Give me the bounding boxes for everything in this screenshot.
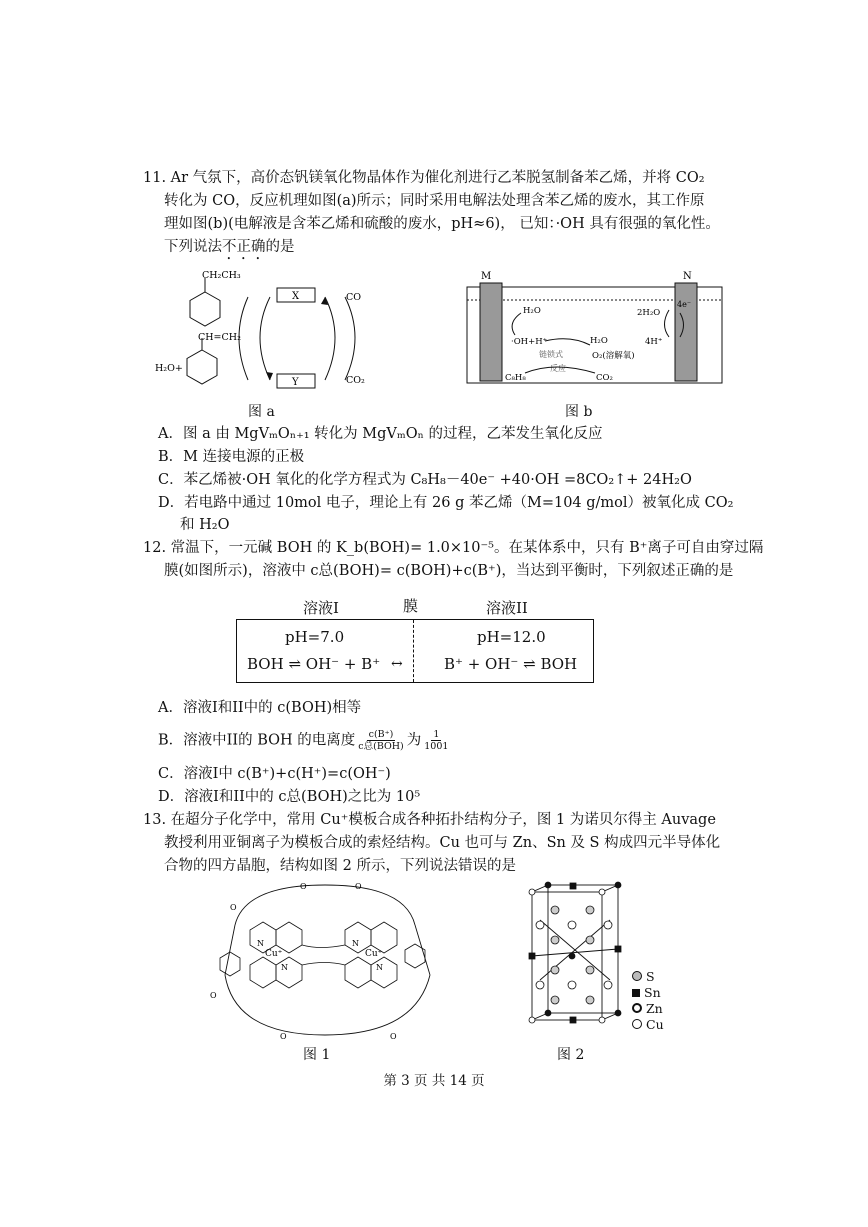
figure-1-catenane [205,880,445,1040]
legend-sn: Sn [632,985,664,1001]
oxygen-label-5: O [280,1032,287,1040]
figure-1-caption: 图 1 [303,1047,331,1063]
co-label: CO [346,292,362,303]
water-right-label: 2H₂O [637,308,661,318]
q12-line-1: 12. 常温下，一元碱 BOH 的 K_b(BOH)= 1.0×10⁻⁵。在某体系中，只有 B⁺离子可自由穿过隔 [143,540,764,556]
co2-label: CO₂ [346,375,365,386]
figure-2-unit-cell [520,880,635,1035]
oxygen-label-1: O [230,903,237,912]
q12-option-d: D．溶液I和II中的 c总(BOH)之比为 10⁵ [158,789,421,805]
q11-option-d-line1: D．若电路中通过 10mol 电子，理论上有 26 g 苯乙烯（M=104 g/mol）被氧化成 CO₂ [158,495,734,511]
solution-1-equation: BOH ⇌ OH⁻ + B⁺ [247,655,381,673]
s-atom-icon [632,971,642,981]
chain-reaction-label: 链锁式 [539,350,563,359]
double-arrow-icon: ↔ [391,656,403,672]
q11-line-1: 11. Ar 气氛下，高价态钒镁氧化物晶体作为催化剂进行乙苯脱氢制备苯乙烯，并将 CO₂ [143,170,705,186]
figure-a-caption: 图 a [248,404,275,420]
figure-b-electrolysis [455,265,730,395]
q12-option-a: A．溶液I和II中的 c(BOH)相等 [158,700,362,716]
vinyl-label: CH=CH₂ [198,332,241,343]
box-y-label: Y [292,377,299,388]
q11-option-c: C．苯乙烯被·OH 氧化的化学方程式为 C₈H₈－40e⁻ +40·OH =8CO₂↑+ 24H₂O [158,472,692,488]
page-footer: 第 3 页 共 14 页 [383,1073,485,1089]
styrene-label: C₈H₈ [505,373,526,383]
figure-a-mechanism [150,262,380,397]
q12-line-2: 膜(如图所示)，溶液中 c总(BOH)= c(BOH)+c(B⁺)，当达到平衡时，下列叙述正确的是 [164,563,734,579]
membrane-table [236,619,594,683]
figure-2-caption: 图 2 [557,1047,585,1063]
figure-2-legend [632,969,664,1033]
oxygen-label: O₂(溶解氧) [592,351,635,361]
electrode-n-label: N [683,271,692,282]
q11-option-d-line2: 和 H₂O [180,517,230,533]
proton-label: 4H⁺ [645,337,663,347]
copper-ion-left: Cu⁺ [265,949,283,959]
water-mid-label: H₂O [590,336,608,346]
q11-emphasis: 不正确 [222,239,266,255]
ionization-fraction: $\frac{c(B^+)}{\text{c总(BOH)}}$ [358,729,404,752]
electron-label: 4e⁻ [677,300,692,309]
q11-prefix: 下列说法 [164,239,222,255]
q11-suffix: 的是 [265,239,295,255]
solution-1-title: 溶液I [303,599,339,617]
copper-ion-right: Cu⁺ [365,949,383,959]
oxygen-label-3: O [355,882,362,891]
solution-2-equation: B⁺ + OH⁻ ⇌ BOH [444,655,578,673]
nitrogen-label-3: N [352,939,359,948]
legend-zn: Zn [632,1001,664,1017]
cu-atom-icon [632,1019,642,1029]
membrane-divider [413,620,414,682]
q11-line-2: 转化为 CO，反应机理如图(a)所示；同时采用电解法处理含苯乙烯的废水，其工作原 [164,193,705,209]
nitrogen-label-1: N [257,939,264,948]
figure-b-caption: 图 b [565,404,593,420]
zn-atom-icon [632,1003,642,1013]
membrane-title: 膜 [403,597,419,615]
box-x-label: X [292,291,300,302]
reaction-label: 反应 [550,364,566,373]
solution-1-ph: pH=7.0 [285,628,345,646]
oxygen-label-6: O [390,1032,397,1040]
solution-2-title: 溶液II [486,599,528,617]
q12-option-b-prefix: B．溶液中II的 BOH 的电离度 [158,732,356,749]
water-left-label: H₂O [523,306,541,316]
q13-line-3: 合物的四方晶胞，结构如图 2 所示，下列说法错误的是 [164,858,516,874]
nitrogen-label-4: N [376,963,383,972]
water-label: H₂O+ [155,363,183,374]
q13-line-2: 教授利用亚铜离子为模板合成的索烃结构。Cu 也可与 Zn、Sn 及 S 构成四元半导体化 [164,835,721,851]
solution-2-ph: pH=12.0 [477,628,546,646]
q11-option-a: A．图 a 由 MgVₘOₙ₊₁ 转化为 MgVₘOₙ 的过程，乙苯发生氧化反应 [158,426,603,442]
value-fraction: $\frac{1}{1001}$ [424,729,449,752]
legend-cu: Cu [632,1017,664,1033]
q12-option-b: B．溶液中II的 BOH 的电离度 $\frac{c(B^+)}{\text{c总(BOH)}}$ 为 $\frac{1}{1001}$ [158,729,449,752]
oh-h-label: ·OH+H⁺ [511,337,548,347]
electrode-m-label: M [481,271,492,282]
q13-line-1: 13. 在超分子化学中，常用 Cu⁺模板合成各种拓扑结构分子，图 1 为诺贝尔得主 Auvage [143,812,716,828]
co2-b-label: CO₂ [596,373,613,383]
q12-option-c: C．溶液I中 c(B⁺)+c(H⁺)=c(OH⁻) [158,766,391,782]
q11-line-3: 理如图(b)(电解液是含苯乙烯和硫酸的废水，pH≈6)， 已知：·OH 具有很强的氧化性。 [164,216,720,232]
nitrogen-label-2: N [281,963,288,972]
q11-line-4 [164,236,295,263]
ethyl-label: CH₂CH₃ [202,270,241,281]
legend-s: S [632,969,664,985]
q11-option-b: B．M 连接电源的正极 [158,449,305,465]
sn-atom-icon [632,989,640,997]
oxygen-label-4: O [210,991,217,1000]
oxygen-label-2: O [300,882,307,891]
